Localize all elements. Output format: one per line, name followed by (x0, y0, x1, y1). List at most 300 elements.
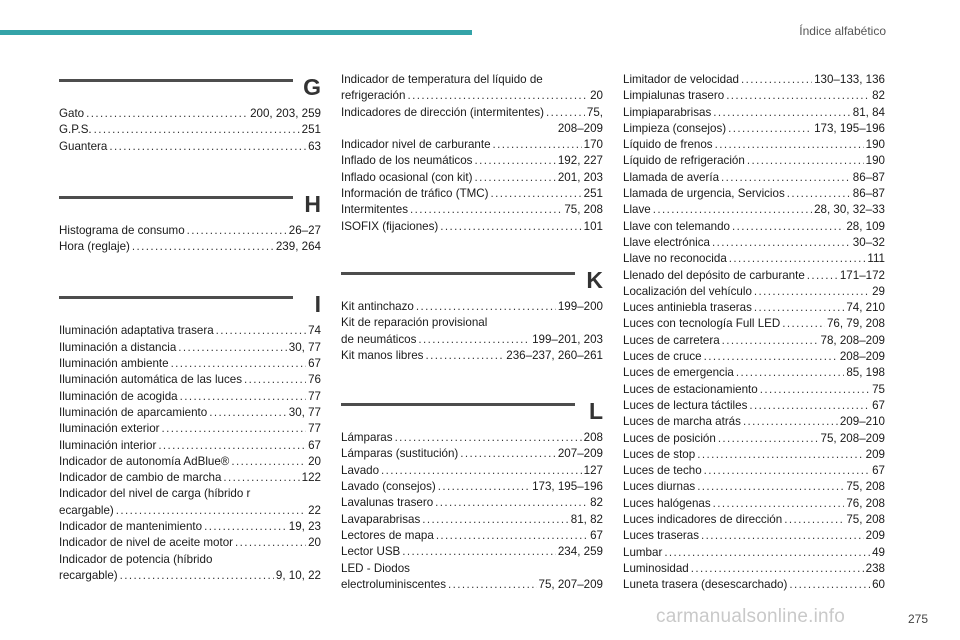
index-entry-first-line: Indicador del nivel de carga (híbrido r (59, 487, 251, 501)
dot-leader (722, 333, 819, 349)
dot-leader (749, 398, 870, 414)
index-term: Indicador nivel de carburante (341, 138, 491, 152)
index-term: Limpiaparabrisas (623, 105, 712, 119)
index-term: Histograma de consumo (59, 223, 185, 237)
index-term: Lavado (341, 463, 380, 477)
index-term: Luces halógenas (623, 496, 711, 510)
dot-leader (158, 438, 306, 454)
page-references: 86–87 (852, 187, 885, 201)
entry-list (59, 106, 321, 155)
index-term: G.P.S. (59, 123, 92, 137)
index-entry (59, 106, 321, 122)
index-entry (623, 431, 885, 447)
index-term: Indicadores de dirección (intermitentes) (341, 105, 544, 119)
index-term: Hora (reglaje) (59, 240, 130, 254)
dot-leader (407, 88, 588, 104)
index-term: Luces de carretera (623, 333, 720, 347)
index-term: Luces de marcha atrás (623, 415, 741, 429)
index-entry (341, 170, 603, 186)
index-entry (59, 519, 321, 535)
page-references: 67 (872, 464, 885, 478)
dot-leader (728, 121, 812, 137)
page-references: 101 (583, 219, 603, 233)
index-term: Luminosidad (623, 561, 689, 575)
index-entry (623, 121, 885, 137)
index-entry (623, 349, 885, 365)
index-term: Limpieza (consejos) (623, 121, 727, 135)
dot-leader (410, 202, 562, 218)
page-references: 75, (586, 105, 603, 119)
section-letter: K (586, 266, 603, 293)
index-entry (59, 223, 321, 239)
index-term: Iluminación ambiente (59, 357, 169, 371)
index-entry (59, 356, 321, 372)
index-term: Indicador de nivel de aceite motor (59, 536, 234, 550)
index-entry (623, 251, 885, 267)
index-entry (341, 88, 603, 104)
dot-leader (713, 496, 845, 512)
index-term: Luneta trasera (desescarchado) (623, 578, 788, 592)
index-entry (341, 544, 603, 560)
dot-leader (546, 105, 585, 121)
dot-leader (440, 219, 581, 235)
page-references: 86–87 (852, 170, 885, 184)
index-entry (59, 438, 321, 454)
section-header-k (341, 265, 603, 299)
page-references: 209–210 (839, 415, 885, 429)
index-entry (59, 372, 321, 388)
index-entry (341, 153, 603, 169)
index-entry (623, 414, 885, 430)
dot-leader (132, 239, 274, 255)
page-references: 122 (301, 471, 321, 485)
index-entry (623, 105, 885, 121)
dot-leader (209, 405, 287, 421)
page-references: 28, 30, 32–33 (814, 203, 885, 217)
page-references: 76, 208 (846, 496, 885, 510)
index-entry (623, 545, 885, 561)
index-entry (623, 300, 885, 316)
dot-leader (244, 372, 306, 388)
index-term: Iluminación automática de las luces (59, 373, 243, 387)
page-references: 171–172 (839, 268, 885, 282)
page-references: 251 (301, 123, 321, 137)
index-entry (341, 577, 603, 593)
index-term: Luces de emergencia (623, 366, 734, 380)
index-entry (623, 88, 885, 104)
dot-leader (235, 535, 306, 551)
page-references: 26–27 (288, 223, 321, 237)
dot-leader (741, 72, 812, 88)
index-term: Luces diurnas (623, 480, 696, 494)
index-entry (59, 470, 321, 486)
page-references: 76, 79, 208 (826, 317, 885, 331)
index-term: Lector USB (341, 545, 401, 559)
index-entry (623, 561, 885, 577)
index-entry (341, 446, 603, 462)
index-entry (59, 535, 321, 551)
section-i-continued (341, 72, 603, 235)
index-entry (59, 389, 321, 405)
dot-leader (789, 577, 870, 593)
index-term: Llamada de urgencia, Servicios (623, 187, 785, 201)
section-header-g (59, 72, 321, 106)
page-references: 82 (872, 89, 885, 103)
dot-leader (721, 170, 851, 186)
page-references: 200, 203, 259 (250, 107, 321, 120)
dot-leader (204, 519, 287, 535)
index-entry (623, 577, 885, 593)
index-entry (623, 219, 885, 235)
dot-leader (460, 446, 556, 462)
dot-leader (116, 503, 306, 519)
dot-leader (231, 454, 306, 470)
index-entry (59, 405, 321, 421)
index-column-2 (341, 72, 603, 627)
dot-leader (704, 349, 838, 365)
index-entry (341, 332, 603, 348)
page-references: 67 (308, 357, 321, 371)
page-references: 173, 195–196 (532, 480, 603, 494)
page-references: 67 (308, 438, 321, 452)
dot-leader (718, 431, 819, 447)
index-entry (341, 137, 603, 153)
page-references: 111 (867, 252, 885, 266)
index-term: Llave electrónica (623, 235, 711, 249)
dot-leader (713, 105, 850, 121)
index-entry (341, 463, 603, 479)
page-references: 208–209 (839, 350, 885, 364)
page-references: 30–32 (852, 235, 885, 249)
page-references: 81, 84 (852, 105, 885, 119)
index-term: Iluminación exterior (59, 422, 160, 436)
index-term: Lavaparabrisas (341, 512, 421, 526)
section-letter: L (588, 398, 603, 425)
index-entry (623, 202, 885, 218)
dot-leader (187, 223, 287, 239)
page-references: 208 (583, 431, 603, 445)
index-entry (623, 137, 885, 153)
dot-leader (701, 528, 864, 544)
page-references: 239, 264 (275, 240, 321, 254)
dot-leader (754, 300, 844, 316)
page-references: 76 (308, 373, 321, 387)
page-references: 49 (872, 545, 885, 559)
index-term: Luces de lectura táctiles (623, 398, 748, 412)
index-term: Lavalunas trasero (341, 496, 434, 510)
index-term: Lavado (consejos) (341, 480, 436, 494)
page-references: 251 (583, 187, 603, 201)
section-g (59, 72, 321, 155)
index-term: Luces indicadores de dirección (623, 513, 783, 527)
page-references: 29 (872, 284, 885, 298)
dot-leader (381, 463, 582, 479)
page-references: 9, 10, 22 (275, 568, 321, 582)
index-entry (623, 479, 885, 495)
dot-leader (726, 88, 870, 104)
section-letter: G (303, 74, 321, 100)
page-references: 82 (590, 496, 603, 510)
page-references: 77 (308, 422, 321, 436)
page-references: 209 (865, 529, 885, 543)
index-entry (623, 235, 885, 251)
index-term: Llave (623, 203, 651, 217)
page-references: 75, 208–209 (820, 431, 885, 445)
index-entry (623, 398, 885, 414)
dot-leader (216, 323, 306, 339)
index-entry (623, 528, 885, 544)
index-entry-first-line: Indicador de potencia (híbrido (59, 552, 213, 566)
dot-leader (760, 382, 870, 398)
dot-leader (807, 268, 838, 284)
index-term: Luces con tecnología Full LED (623, 317, 781, 331)
dot-leader (474, 170, 555, 186)
index-entry-first-line: Kit de reparación provisional (341, 316, 488, 330)
page-number: 275 (907, 612, 928, 626)
dot-leader (120, 568, 274, 584)
index-term: Kit antinchazo (341, 299, 414, 313)
page-references: 28, 109 (846, 219, 885, 233)
section-header-l (341, 396, 603, 430)
dot-leader (86, 106, 248, 122)
index-term: Indicador de autonomía AdBlue® (59, 454, 230, 468)
section-header-i (59, 289, 321, 323)
index-term: recargable) (59, 568, 118, 582)
index-entry (623, 186, 885, 202)
page-references-continued: 208–209 (557, 121, 603, 135)
dot-leader (436, 528, 588, 544)
index-entry (341, 202, 603, 218)
page-references: 75, 207–209 (538, 577, 603, 591)
page-references: 20 (308, 454, 321, 468)
page-references: 77 (308, 389, 321, 403)
page-references: 81, 82 (570, 512, 603, 526)
page-references: 85, 198 (846, 366, 885, 380)
section-rule (59, 79, 293, 82)
section-letter: I (314, 291, 321, 318)
index-entry (341, 299, 603, 315)
section-h (59, 189, 321, 256)
page-references: 75, 208 (564, 203, 603, 217)
page-references: 60 (872, 578, 885, 592)
dot-leader (180, 389, 307, 405)
page-references: 67 (590, 528, 603, 542)
entry-list (623, 72, 885, 594)
index-entry (623, 382, 885, 398)
dot-leader (715, 137, 864, 153)
page-references: 192, 227 (557, 154, 603, 168)
index-entry (341, 219, 603, 235)
index-term: Lumbar (623, 545, 663, 559)
index-entry (59, 503, 321, 519)
index-entry-first-line: LED - Diodos (341, 561, 410, 575)
index-term: Luces de estacionamiento (623, 382, 758, 396)
index-term: Kit manos libres (341, 348, 424, 362)
index-term: Luces de posición (623, 431, 716, 445)
dot-leader (736, 365, 844, 381)
index-term: Inflado de los neumáticos (341, 154, 473, 168)
index-entry (341, 528, 603, 544)
entry-list (59, 223, 321, 256)
dot-leader (491, 186, 582, 202)
dot-leader (704, 463, 870, 479)
page-references: 19, 23 (288, 520, 321, 534)
page-references: 199–201, 203 (532, 332, 603, 346)
dot-leader (474, 153, 555, 169)
section-l (341, 396, 603, 593)
index-entry (341, 512, 603, 528)
index-term: ISOFIX (fijaciones) (341, 219, 439, 233)
page-header-title: Índice alfabético (799, 24, 886, 38)
index-term: Llamada de avería (623, 170, 720, 184)
dot-leader (171, 356, 307, 372)
index-entry (59, 454, 321, 470)
index-entry (623, 365, 885, 381)
dot-leader (402, 544, 556, 560)
entry-list (59, 323, 321, 584)
index-term: Iluminación interior (59, 438, 157, 452)
page-references: 20 (590, 89, 603, 103)
dot-leader (448, 577, 536, 593)
dot-leader (425, 348, 504, 364)
index-entry (59, 139, 321, 155)
dot-leader (223, 470, 299, 486)
index-term: ecargable) (59, 503, 114, 517)
dot-leader (712, 235, 851, 251)
dot-leader (395, 430, 582, 446)
index-term: Luces de techo (623, 464, 702, 478)
dot-leader (732, 219, 844, 235)
index-entry (623, 268, 885, 284)
index-term: Guantera (59, 139, 108, 153)
dot-leader (787, 186, 851, 202)
index-term: de neumáticos (341, 332, 417, 346)
index-term: Limpialunas trasero (623, 89, 725, 103)
section-rule (341, 272, 575, 275)
index-entry (623, 496, 885, 512)
index-entry-first-line: Indicador de temperatura del líquido de (341, 73, 543, 86)
index-term: Líquido de refrigeración (623, 154, 745, 168)
page-references: 22 (308, 503, 321, 517)
dot-leader (438, 479, 530, 495)
dot-leader (162, 421, 307, 437)
header-accent-bar (0, 30, 472, 35)
dot-leader (664, 545, 870, 561)
dot-leader (697, 447, 863, 463)
index-term: Iluminación a distancia (59, 340, 177, 354)
index-term: Luces de cruce (623, 350, 702, 364)
page-references: 238 (865, 561, 885, 575)
index-term: Indicador de cambio de marcha (59, 471, 222, 485)
index-term: Localización del vehículo (623, 284, 752, 298)
index-term: Inflado ocasional (con kit) (341, 170, 473, 184)
index-column-3 (623, 72, 885, 594)
index-entry (59, 239, 321, 255)
section-header-h (59, 189, 321, 223)
page-references: 130–133, 136 (814, 73, 885, 86)
index-term: Lectores de mapa (341, 528, 434, 542)
index-entry (623, 447, 885, 463)
dot-leader (784, 512, 844, 528)
index-term: Llave no reconocida (623, 252, 727, 266)
dot-leader (729, 251, 866, 267)
index-term: Gato (59, 107, 85, 120)
index-term: Líquido de frenos (623, 138, 713, 152)
page-references: 75, 208 (846, 480, 885, 494)
section-rule (59, 196, 293, 199)
dot-leader (94, 122, 300, 138)
page-references: 63 (308, 139, 321, 153)
index-term: Lámparas (sustitución) (341, 447, 459, 461)
index-term: refrigeración (341, 89, 406, 103)
page-references: 207–209 (557, 447, 603, 461)
index-entry (623, 316, 885, 332)
page-references: 74 (308, 324, 321, 338)
page-references: 236–237, 260–261 (506, 348, 603, 362)
page-references: 67 (872, 398, 885, 412)
index-column-1 (59, 72, 321, 618)
dot-leader (422, 512, 568, 528)
entry-list (341, 430, 603, 593)
index-term: Luces de stop (623, 447, 696, 461)
page-references: 190 (865, 138, 885, 152)
index-entry (341, 348, 603, 364)
dot-leader (754, 284, 870, 300)
page-references: 30, 77 (288, 405, 321, 419)
page-references: 75, 208 (846, 513, 885, 527)
index-entry (341, 495, 603, 511)
page-references: 234, 259 (557, 545, 603, 559)
index-term: electroluminiscentes (341, 577, 447, 591)
dot-leader (435, 495, 588, 511)
page-references: 209 (865, 447, 885, 461)
index-entry (623, 153, 885, 169)
dot-leader (493, 137, 582, 153)
page-references: 78, 208–209 (820, 333, 885, 347)
section-i (59, 289, 321, 584)
index-entry (341, 105, 603, 121)
index-term: Llenado del depósito de carburante (623, 268, 805, 282)
index-term: Limitador de velocidad (623, 73, 740, 86)
index-term: Luces traseras (623, 529, 700, 543)
index-entry (623, 463, 885, 479)
index-term: Lámparas (341, 431, 393, 445)
index-entry (341, 430, 603, 446)
index-entry (623, 170, 885, 186)
index-entry (59, 340, 321, 356)
index-term: Luces antiniebla traseras (623, 301, 752, 315)
dot-leader (178, 340, 286, 356)
index-entry (341, 186, 603, 202)
section-rule (59, 296, 293, 299)
page-references: 199–200 (557, 299, 603, 313)
page-references: 190 (865, 154, 885, 168)
dot-leader (653, 202, 812, 218)
page-references: 201, 203 (557, 170, 603, 184)
index-term: Iluminación de aparcamiento (59, 405, 208, 419)
dot-leader (418, 332, 530, 348)
index-entry (59, 421, 321, 437)
dot-leader (743, 414, 838, 430)
index-entry (341, 479, 603, 495)
index-term: Iluminación de acogida (59, 389, 178, 403)
section-letter: H (304, 190, 321, 217)
index-entry (623, 72, 885, 88)
section-k (341, 265, 603, 364)
entry-list (341, 72, 603, 235)
page-references: 74, 210 (846, 301, 885, 315)
index-term: Información de tráfico (TMC) (341, 187, 489, 201)
